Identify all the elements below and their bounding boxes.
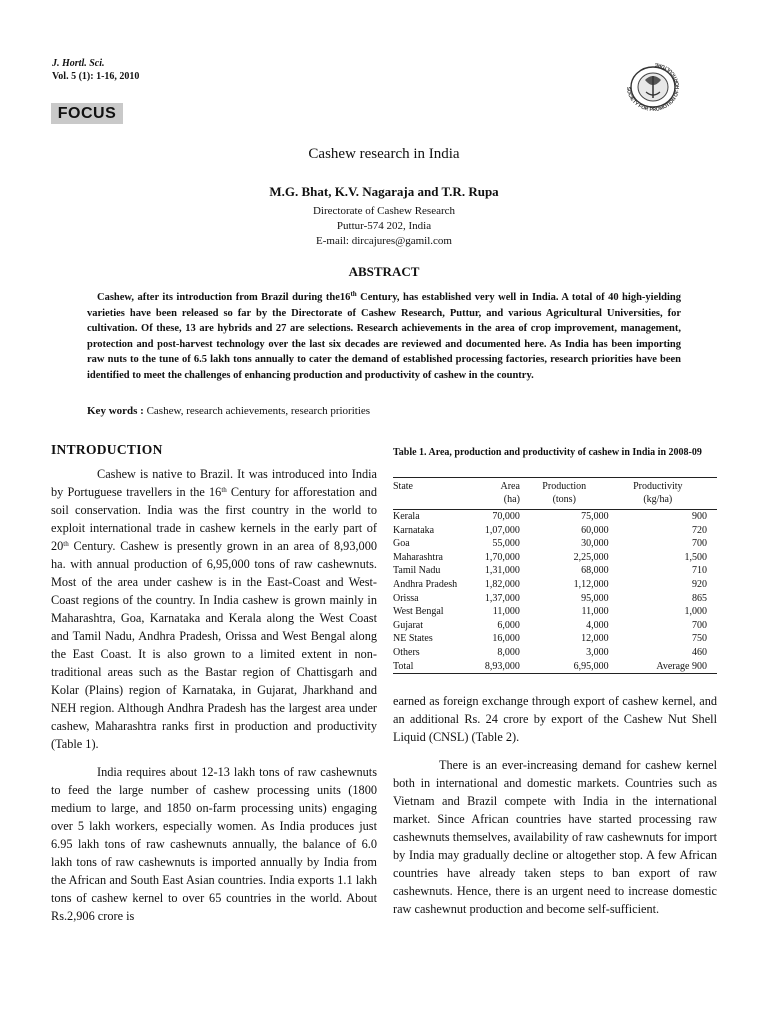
table-cell: 865 [692, 592, 707, 604]
table-cell: 11,000 [492, 606, 520, 618]
table-cell: 60,000 [581, 524, 609, 536]
table-cell: 900 [692, 511, 707, 522]
paragraph: Cashew is native to Brazil. It was introduced into India by Portuguese travellers in the 16th Century for afforestation and soil conservation. India was the first country in the world to exploit international trade in cashew kernels in the early part of 20th Century. Cashew is presently grown in an area of 8,93,000 ha. with annual production of 6,95,000 tons of raw cashewnuts. Most of the area under cashew is in the East-Coast and West-Coast regions of the country. In India cashew is grown mainly in Maharashtra, Goa, Karnataka and Kerala along the West Coast and Tamil Nadu, Andhra Pradesh, Orissa and West Bengal along the East Coast. It is also grown to a limited extent in non-traditional areas such as the Bastar region of Chattisgarh and Kolar (Plains) region of Karnataka, in Gujarat, Jharkhand and NEH region. Although Andhra Pradesh has the largest area under cashew, Maharashtra ranks first in production and productivity (Table 1). [51, 467, 377, 751]
table-row [393, 510, 717, 524]
table-row [393, 578, 717, 592]
table-row [393, 632, 717, 646]
table-cell: Average 900 [656, 660, 707, 672]
column-header: Area (ha) [500, 481, 520, 505]
table-cell: 30,000 [581, 538, 609, 550]
left-column [51, 465, 377, 935]
abstract-text: Cashew, after its introduction from Brazil during the16th Century, has established very well in India. A total of 40 high-yielding varieties have been released so far by the Directorate of Cashew Research, Puttur, and various Agricultural Universities, for cultivation. Of these, 13 are hybrids and 27 are selections. Research achievements in the area of crop improvement, management, protection and post-harvest technology over the last six decades are reviewed and documented here. As India has been importing raw nuts to the tune of 6.5 lakh tons annually to cater the demand of established processing factories, research priorities have been identified to meet the challenges of enhancing production and productivity of cashew in the country. [87, 290, 681, 381]
table-cell: 1,37,000 [484, 592, 520, 604]
table-row [393, 524, 717, 538]
table-cell: 4,000 [586, 619, 609, 631]
keywords-label: Key words : [87, 405, 144, 417]
table-cell: 68,000 [581, 565, 609, 577]
table-cell: 75,000 [581, 511, 609, 522]
table-row [393, 619, 717, 633]
table-cell: 55,000 [492, 538, 520, 550]
table-cell: Others [393, 646, 420, 658]
affiliation-line: Puttur-574 202, India [336, 220, 432, 232]
table-cell: 95,000 [581, 592, 609, 604]
abstract-heading: ABSTRACT [348, 264, 420, 279]
right-column [393, 692, 717, 928]
authors: M.G. Bhat, K.V. Nagaraja and T.R. Rupa [269, 184, 499, 199]
table-cell: West Bengal [393, 606, 444, 618]
section-tag: FOCUS [51, 103, 123, 124]
table-cell: 8,93,000 [484, 660, 520, 672]
table-caption: Table 1. Area, production and productivity of cashew in India in 2008-09 [393, 447, 702, 458]
table-cell: Gujarat [393, 619, 423, 631]
affiliation-email: E-mail: dircajures@gamil.com [316, 235, 452, 247]
table-cell: 1,000 [684, 606, 707, 618]
table-header-row [393, 478, 717, 510]
table-cell: Karnataka [393, 524, 435, 536]
table-row [393, 551, 717, 565]
table-cell: 1,500 [684, 551, 707, 563]
journal-citation [52, 57, 139, 83]
article-title: Cashew research in India [308, 146, 460, 162]
table-cell: 2,25,000 [573, 551, 609, 563]
table-cell: 1,70,000 [484, 551, 520, 563]
section-heading-introduction: INTRODUCTION [51, 442, 163, 457]
table-row [393, 592, 717, 606]
table-cell: 700 [692, 538, 707, 550]
affiliation-line: Directorate of Cashew Research [312, 205, 456, 217]
table-cell: Goa [393, 538, 410, 550]
table-cell: 1,07,000 [484, 524, 520, 536]
table-cell: 460 [692, 646, 707, 658]
paragraph: India requires about 12-13 lakh tons of raw cashewnuts to feed the large number of cashew processing units (1800 medium to large, and 1850 on-farm processing units) engaging over 5 lakh workers, especially women. As India produces just 6.95 lakh tons of raw cashewnuts annually, the balance of 6.0 lakh tons of raw cashewnuts is imported annually by India from the African and South East Asian countries. India exports 1.1 lakh tons of cashew kernel to over 65 countries in the world. About Rs.2,906 crore is [51, 765, 377, 923]
table-row [393, 660, 717, 674]
table-cell: 16,000 [492, 633, 520, 645]
keywords [87, 405, 370, 417]
table-cell: 1,82,000 [484, 578, 520, 590]
table-cell: 11,000 [581, 606, 609, 618]
journal-name: J. Hortl. Sci. [52, 58, 105, 69]
table-cell: 3,000 [586, 646, 609, 658]
table-cell: 12,000 [581, 633, 609, 645]
table-cell: Tamil Nadu [393, 565, 441, 577]
table-cell: 70,000 [492, 511, 520, 522]
paragraph: There is an ever-increasing demand for cashew kernel both in international and domestic markets. Countries such as Vietnam and Brazil compete with India in the international market. Since African countries have started processing raw cashewnuts themselves, availability of raw cashewnuts for import by India may gradually decline or altogether stop. A few African countries have already taken steps to ban export of raw cashewnuts. Hence, there is an urgent need to increase domestic raw cashewnut production and become self-sufficient. [393, 758, 717, 916]
column-header: Productivity (kg/ha) [633, 481, 683, 505]
table-cell: Maharashtra [393, 551, 443, 563]
table-cell: 720 [692, 524, 707, 536]
table-cell: 1,12,000 [573, 578, 609, 590]
table-row [393, 537, 717, 551]
table-cell: Orissa [393, 592, 419, 604]
table-cell: 1,31,000 [484, 565, 520, 577]
data-table [393, 477, 717, 674]
table-row [393, 646, 717, 660]
table-cell: 710 [692, 565, 707, 577]
table-cell: 700 [692, 619, 707, 631]
journal-volume: Vol. 5 (1): 1-16, 2010 [52, 71, 140, 82]
table-row [393, 564, 717, 578]
affiliation [0, 204, 768, 249]
table-cell: Total [393, 660, 414, 672]
paragraph: earned as foreign exchange through export of cashew kernel, and an additional Rs. 24 crore by export of the Cashew Nut Shell Liquid (CNSL) (Table 2). [393, 694, 717, 744]
table-row [393, 605, 717, 619]
table-cell: 6,000 [497, 619, 520, 631]
column-header: State [393, 481, 413, 492]
svg-text:SOCIETY FOR PROMOTION OF HORTI: SOCIETY FOR PROMOTION OF HORTICULTURE [624, 61, 682, 114]
table-cell: NE States [393, 633, 433, 645]
table-cell: Andhra Pradesh [393, 578, 458, 590]
table-cell: Kerala [393, 511, 420, 522]
table-cell: 6,95,000 [573, 660, 609, 672]
table-cell: 8,000 [497, 646, 520, 658]
keywords-text: Cashew, research achievements, research priorities [143, 405, 371, 417]
society-logo-seal [615, 58, 691, 116]
column-header: Production (tons) [542, 481, 587, 505]
table-cell: 920 [692, 578, 707, 590]
table-cell: 750 [692, 633, 707, 645]
